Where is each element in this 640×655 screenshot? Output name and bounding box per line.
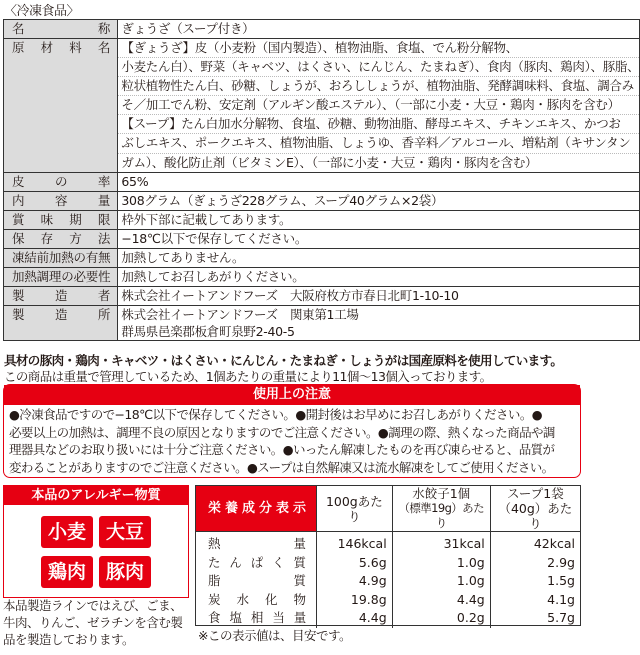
nutrient-value-piece: 0.2g — [392, 609, 490, 628]
row-cooking — [4, 267, 640, 286]
key-manufacturer: 製造者 — [4, 286, 118, 305]
nutrient-value-piece: 4.4g — [392, 591, 490, 610]
nutrient-label: 炭水化物 — [208, 591, 306, 607]
allergy-title: 本品のアレルギー物質 — [4, 486, 188, 505]
nutrition-col-per-soup — [490, 486, 580, 532]
nutrient-value-soup: 4.1g — [490, 591, 580, 610]
nutrient-label: 熱量 — [208, 536, 306, 551]
col-per-piece-line2: （標準19g）あたり — [398, 501, 484, 530]
key-best-before: 賞味期限 — [4, 210, 118, 229]
nutrient-label: 食塩相当量 — [208, 610, 306, 626]
ingredients-block — [118, 39, 639, 172]
nutrient-value-soup: 2.9g — [490, 554, 580, 573]
row-storage — [4, 229, 640, 248]
nutrition-title: 栄養成分表示 — [196, 486, 317, 532]
key-cooking: 加熱調理の必要性 — [4, 267, 118, 286]
allergen-wheat-badge: 小麦 — [41, 516, 93, 548]
nutrition-facts-box — [195, 485, 581, 626]
allergen-chicken-badge: 鶏肉 — [41, 556, 93, 588]
caution-line: 変わることがありますのでご注意ください。●スープは自然解凍又は流水解凍をしてご使用ください。 — [9, 459, 554, 475]
allergy-note: 本品製造ラインではえび、ごま、牛肉、りんご、ゼラチンを含む製品を製造しております。 — [3, 598, 183, 647]
key-name: 名称 — [4, 20, 118, 39]
caution-line: 必要以上の加熱は、調理不良の原因となりますのでご注意ください。●調理の際、熱くなった商品や調 — [9, 424, 555, 440]
nutrient-label: たんぱく質 — [208, 554, 306, 570]
nutrient-value-soup: 42kcal — [490, 532, 580, 554]
row-manufacturer — [4, 286, 640, 305]
val-content: 308グラム（ぎょうざ228グラム、スープ40グラム×2袋） — [118, 191, 640, 210]
val-preheat: 加熱してありません。 — [118, 248, 640, 267]
val-factory — [118, 305, 640, 340]
key-factory: 製造所 — [4, 305, 118, 340]
ingredients-line: ぶしエキス、ポークエキス、植物油脂、しょうゆ、香辛料／アルコール、増粘剤（キサンタン — [118, 134, 639, 153]
ingredients-line: 【ぎょうざ】皮（小麦粉（国内製造）、植物油脂、食塩、でん粉分解物、 — [118, 39, 639, 58]
key-preheat: 凍結前加熱の有無 — [4, 248, 118, 267]
row-preheat — [4, 248, 640, 267]
nutrient-value-100g: 4.4g — [317, 609, 393, 628]
ingredients-line: そ／加工でん粉、安定剤（アルギン酸エステル）、（一部に小麦・大豆・鶏肉・豚肉を含む） — [118, 96, 639, 115]
allergen-soy-badge: 大豆 — [99, 516, 151, 548]
nutrition-row — [196, 532, 580, 554]
row-ingredients — [4, 39, 640, 173]
nutrient-value-100g: 5.6g — [317, 554, 393, 573]
usage-caution-box — [3, 384, 581, 478]
nutrition-row — [196, 572, 580, 591]
product-label-table — [3, 19, 640, 341]
key-skin-ratio: 皮の率 — [4, 172, 118, 191]
nutrient-value-piece: 31kcal — [392, 532, 490, 554]
ingredients-line: 粒状植物性たん白、砂糖、しょうが、おろししょうが、植物油脂、発酵調味料、食塩、調合み — [118, 77, 639, 96]
caution-title: 使用上の注意 — [4, 385, 580, 405]
caution-line: 理器具などのお取り扱いには十分ご注意ください。●いったん解凍したものを再び凍らせると、品質が — [9, 442, 555, 457]
nutrition-row — [196, 591, 580, 610]
val-manufacturer: 株式会社イートアンドフーズ 大阪府枚方市春日北町1-10-10 — [118, 286, 640, 305]
key-ingredients: 原材料名 — [4, 39, 118, 173]
nutrient-value-100g: 4.9g — [317, 572, 393, 591]
val-name: ぎょうざ（スープ付き） — [118, 20, 640, 39]
nutrient-label: 脂質 — [208, 573, 306, 589]
val-storage: −18℃以下で保存してください。 — [118, 229, 640, 248]
nutrient-value-100g: 146kcal — [317, 532, 393, 554]
row-best-before — [4, 210, 640, 229]
nutrition-col-100g: 100gあたり — [317, 486, 393, 532]
factory-line-2: 群馬県邑楽郡板倉町泉野2-40-5 — [121, 323, 295, 339]
allergen-pork-badge: 豚肉 — [99, 556, 151, 588]
nutrition-header-row — [196, 486, 580, 532]
nutrition-row — [196, 554, 580, 573]
nutrient-value-piece: 1.0g — [392, 554, 490, 573]
row-name — [4, 20, 640, 39]
category-label: 〈冷凍食品〉 — [4, 4, 80, 19]
nutrient-value-soup: 5.7g — [490, 609, 580, 628]
row-skin-ratio — [4, 172, 640, 191]
factory-line-1: 株式会社イートアンドフーズ 関東第1工場 — [121, 306, 359, 322]
val-cooking: 加熱してお召しあがりください。 — [118, 267, 640, 286]
col-per-piece-line1: 水餃子1個 — [412, 486, 471, 501]
nutrient-value-100g: 19.8g — [317, 591, 393, 610]
val-skin-ratio: 65% — [118, 172, 640, 191]
nutrition-col-per-piece — [392, 486, 490, 532]
weight-notice: この商品は重量で管理しているため、1個あたりの重量により11個〜13個入っております。 — [4, 369, 492, 384]
row-factory — [4, 305, 640, 340]
nutrition-footnote: ※この表示値は、目安です。 — [198, 628, 351, 643]
key-storage: 保存方法 — [4, 229, 118, 248]
val-ingredients — [118, 39, 640, 173]
caution-line: ●冷凍食品ですので−18℃以下で保存してください。●開封後はお早めにお召しあがりください。● — [9, 407, 543, 422]
ingredients-line: ガム）、酸化防止剤（ビタミンE）、（一部に小麦・大豆・鶏肉・豚肉を含む） — [121, 154, 538, 170]
ingredients-line: 【スープ】たん白加水分解物、食塩、砂糖、動物油脂、酵母エキス、チキンエキス、かつお — [118, 115, 639, 134]
nutrient-value-soup: 1.5g — [490, 572, 580, 591]
domestic-ingredients-notice: 具材の豚肉・鶏肉・キャベツ・はくさい・にんじん・たまねぎ・しょうがは国産原料を使用しています。 — [4, 353, 563, 368]
row-content — [4, 191, 640, 210]
key-content: 内容量 — [4, 191, 118, 210]
col-per-soup-line1: スープ1袋 — [507, 486, 564, 501]
nutrient-value-piece: 1.0g — [392, 572, 490, 591]
allergy-box — [3, 485, 189, 598]
ingredients-line: 小麦たん白）、野菜（キャベツ、はくさい、にんじん、たまねぎ）、食肉（豚肉、鶏肉）、豚脂、 — [118, 58, 639, 77]
val-best-before: 枠外下部に記載してあります。 — [118, 210, 640, 229]
nutrition-table — [196, 486, 580, 628]
caution-body — [4, 405, 580, 476]
col-per-soup-line2: （40g）あたり — [498, 501, 573, 531]
